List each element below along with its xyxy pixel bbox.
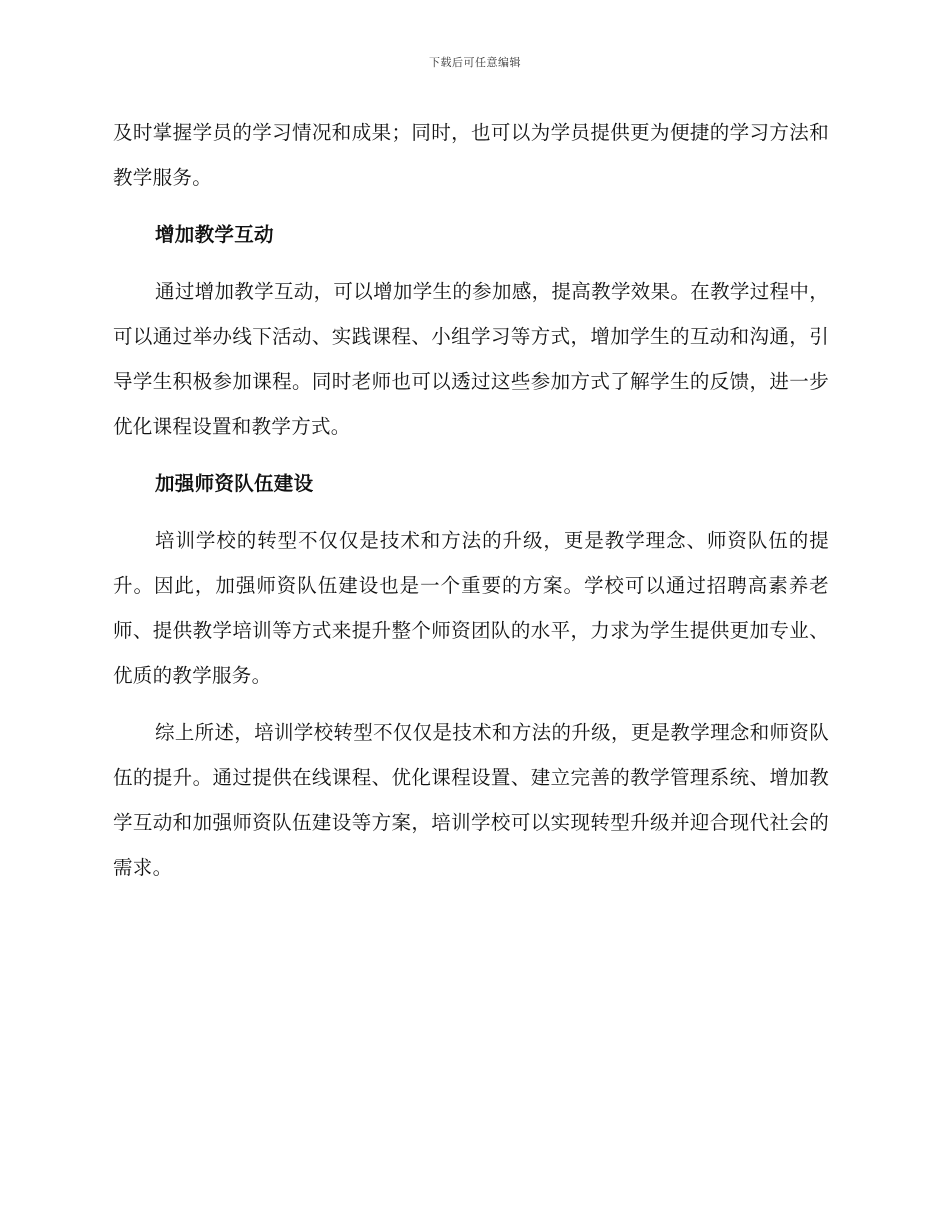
page-header: 下载后可任意编辑	[429, 56, 521, 69]
document-body	[113, 110, 829, 890]
section-heading-interaction: 增加教学互动	[155, 223, 274, 246]
section-heading-teachers: 加强师资队伍建设	[155, 472, 314, 495]
paragraph-summary: 综上所述，培训学校转型不仅仅是技术和方法的升级，更是教学理念和师资队伍的提升。通过提供在线课程、优化课程设置、建立完善的教学管理系统、增加教学互动和加强师资队伍建设等方案，培训学校可以实现转型升级并迎合现代社会的需求。	[113, 721, 829, 879]
paragraph-interaction: 通过增加教学互动，可以增加学生的参加感，提高教学效果。在教学过程中，可以通过举办线下活动、实践课程、小组学习等方式，增加学生的互动和沟通，引导学生积极参加课程。同时老师也可以透过这些参加方式了解学生的反馈，进一步优化课程设置和教学方式。	[113, 280, 829, 438]
paragraph-teachers: 培训学校的转型不仅仅是技术和方法的升级，更是教学理念、师资队伍的提升。因此，加强师资队伍建设也是一个重要的方案。学校可以通过招聘高素养老师、提供教学培训等方式来提升整个师资团队的水平，力求为学生提供更加专业、优质的教学服务。	[113, 529, 829, 687]
paragraph-intro: 及时掌握学员的学习情况和成果；同时，也可以为学员提供更为便捷的学习方法和教学服务。	[113, 121, 829, 189]
